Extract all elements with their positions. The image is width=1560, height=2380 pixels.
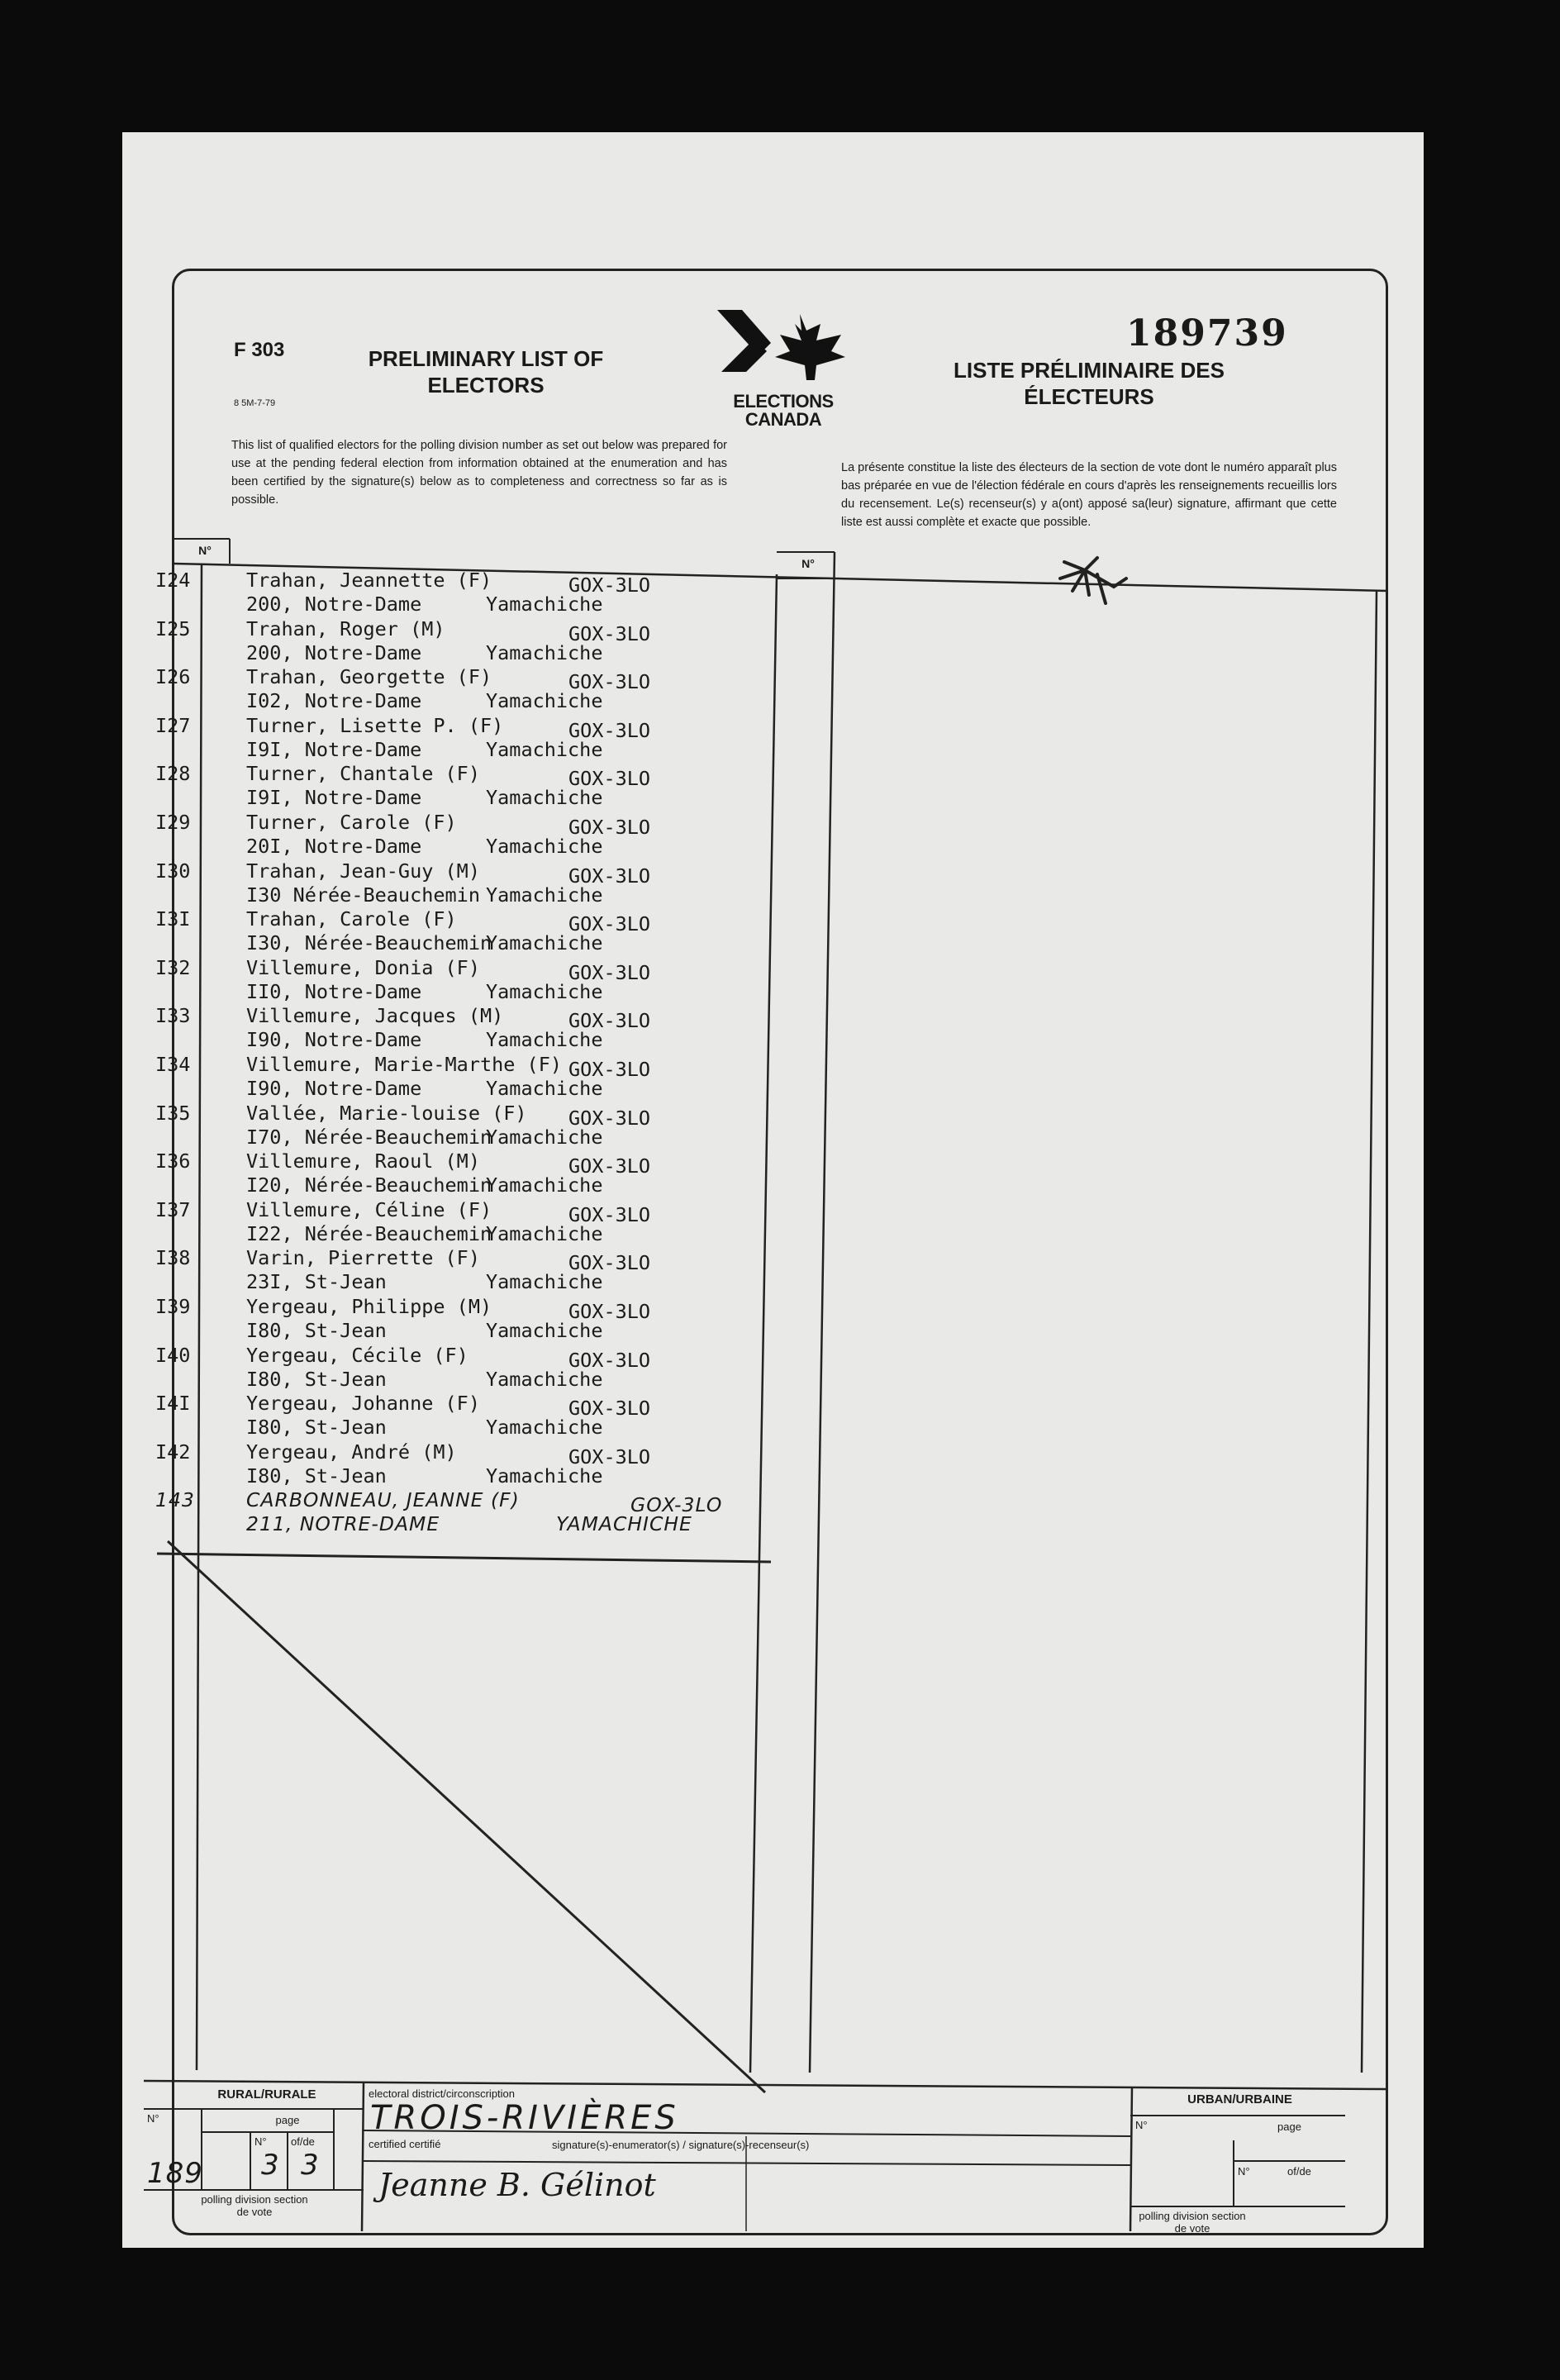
city: Yamachiche — [486, 689, 603, 713]
elector-name: Villemure, Raoul (M) — [246, 1150, 480, 1173]
entry-number: I37 — [155, 1197, 191, 1221]
title-french: LISTE PRÉLIMINAIRE DES ÉLECTEURS — [954, 358, 1225, 409]
form-code: F 303 — [234, 339, 285, 361]
urban-label: URBAN/URBAINE — [1187, 2092, 1292, 2106]
city: Yamachiche — [486, 834, 603, 858]
elector-entry — [155, 1102, 750, 1150]
elector-name: Trahan, Carole (F) — [246, 907, 457, 931]
postal-code: GOX-3LO — [630, 1493, 723, 1517]
street-address: 23I, St-Jean — [246, 1270, 387, 1294]
elector-name: CARBONNEAU, JEANNE (F) — [246, 1488, 520, 1512]
urban-page-no-label: N° — [1238, 2165, 1250, 2178]
rural-page-label: page — [275, 2114, 300, 2126]
city: Yamachiche — [486, 1221, 603, 1245]
page-of-number: 3 — [301, 2149, 319, 2182]
entry-number: I38 — [155, 1246, 191, 1270]
rural-label: RURAL/RURALE — [217, 2087, 316, 2102]
street-address: I80, St-Jean — [246, 1367, 387, 1391]
street-address: I80, St-Jean — [246, 1416, 387, 1440]
street-address: I80, St-Jean — [246, 1318, 387, 1342]
city: Yamachiche — [486, 1318, 603, 1342]
entry-number: I27 — [155, 713, 191, 737]
postal-code: GOX-3LO — [568, 718, 651, 742]
document-page — [122, 132, 1424, 2248]
print-code: 8 5M-7-79 — [234, 398, 276, 408]
elector-name: Turner, Carole (F) — [246, 810, 457, 834]
city: Yamachiche — [486, 1367, 603, 1391]
page-number: 3 — [261, 2149, 279, 2182]
rural-of-label: of/de — [291, 2135, 315, 2148]
no-column-header-right: N° — [801, 557, 815, 570]
postal-code: GOX-3LO — [568, 1057, 651, 1081]
intro-french: La présente constitue la liste des électeurs de la section de vote dont le numéro apparaît plus bas préparée en vue de l'élection fédérale en cours d'après les renseignements recueillis lors du recensement. Le(s) recenseur(s) y a(ont) apposé sa(leur) signature, affirmant que cette liste est aussi complète et exacte que possible. — [841, 461, 1337, 529]
polling-division-number: 189 — [147, 2157, 203, 2190]
elector-name: Trahan, Jean-Guy (M) — [246, 859, 480, 883]
postal-code: GOX-3LO — [568, 912, 651, 936]
elector-name: Trahan, Georgette (F) — [246, 665, 492, 689]
entry-number: I35 — [155, 1101, 191, 1125]
street-address: I90, Notre-Dame — [246, 1028, 422, 1052]
entry-number: I33 — [155, 1004, 191, 1028]
street-address: I20, Nérée-Beauchemin — [246, 1173, 492, 1197]
city: Yamachiche — [486, 786, 603, 810]
elector-name: Villemure, Marie-Marthe (F) — [246, 1052, 563, 1076]
enumerator-signature: Jeanne B. Gélinot — [378, 2167, 656, 2203]
district-name: TROIS-RIVIÈRES — [370, 2099, 679, 2137]
entry-number: I24 — [155, 569, 191, 592]
elector-name: Vallée, Marie-louise (F) — [246, 1101, 527, 1125]
elector-entry — [155, 617, 750, 666]
city: Yamachiche — [486, 1464, 603, 1488]
elector-entry — [155, 1295, 750, 1344]
city: YAMACHICHE — [556, 1512, 692, 1536]
postal-code: GOX-3LO — [568, 815, 651, 839]
intro-english: This list of qualified electors for the polling division number as set out below was prepared for use at the pending federal election from information obtained at the enumeration and has been certified by the signature(s) below as to completeness and correctness so far as is possible. — [231, 439, 727, 507]
ink-mark-icon — [1048, 545, 1147, 612]
elector-entry — [155, 569, 750, 617]
elector-entry — [155, 1004, 750, 1053]
entry-number: 143 — [155, 1488, 195, 1512]
entry-number: I25 — [155, 616, 191, 640]
elector-entry — [155, 1198, 750, 1247]
elector-entry — [155, 1392, 750, 1440]
elector-entry — [155, 907, 750, 956]
city: Yamachiche — [486, 1416, 603, 1440]
elector-list — [155, 569, 750, 1537]
elector-name: Trahan, Roger (M) — [246, 616, 445, 640]
street-address: I70, Nérée-Beauchemin — [246, 1125, 492, 1149]
street-address: 211, NOTRE-DAME — [246, 1512, 440, 1536]
street-address: I80, St-Jean — [246, 1464, 387, 1488]
elector-entry — [155, 859, 750, 908]
elector-name: Villemure, Donia (F) — [246, 955, 480, 979]
street-address: I30 Nérée-Beauchemin — [246, 883, 480, 907]
elector-name: Trahan, Jeannette (F) — [246, 569, 492, 592]
street-address: I90, Notre-Dame — [246, 1076, 422, 1100]
entry-number: I32 — [155, 955, 191, 979]
city: Yamachiche — [486, 1270, 603, 1294]
street-address: I02, Notre-Dame — [246, 689, 422, 713]
elector-entry-handwritten — [155, 1488, 750, 1537]
elector-entry — [155, 1246, 750, 1295]
elector-name: Villemure, Céline (F) — [246, 1197, 492, 1221]
signature-label: signature(s)-enumerator(s) / signature(s)-recenseur(s) — [552, 2139, 810, 2151]
polling-division-label: polling division section de vote — [201, 2193, 308, 2218]
no-column-header: N° — [198, 544, 212, 557]
street-address: I30, Nérée-Beauchemin — [246, 931, 492, 955]
postal-code: GOX-3LO — [568, 1106, 651, 1130]
elector-name: Turner, Chantale (F) — [246, 762, 480, 786]
postal-code: GOX-3LO — [568, 1202, 651, 1226]
street-address: II0, Notre-Dame — [246, 979, 422, 1003]
elector-name: Yergeau, Johanne (F) — [246, 1392, 480, 1416]
entry-number: I29 — [155, 810, 191, 834]
elector-entry — [155, 762, 750, 811]
entry-number: I26 — [155, 665, 191, 689]
serial-number: 189739 — [1126, 312, 1288, 355]
postal-code: GOX-3LO — [568, 960, 651, 984]
urban-of-label: of/de — [1287, 2165, 1311, 2178]
postal-code: GOX-3LO — [568, 1299, 651, 1323]
postal-code: GOX-3LO — [568, 864, 651, 888]
elector-entry — [155, 714, 750, 763]
entry-number: I34 — [155, 1052, 191, 1076]
urban-page-label: page — [1277, 2121, 1301, 2133]
street-address: 20I, Notre-Dame — [246, 834, 422, 858]
logo-text: ELECTIONS CANADA — [733, 391, 834, 430]
entry-number: I28 — [155, 762, 191, 786]
postal-code: GOX-3LO — [568, 574, 651, 597]
street-address: I22, Nérée-Beauchemin — [246, 1221, 492, 1245]
elector-entry — [155, 1053, 750, 1102]
entry-number: I36 — [155, 1150, 191, 1173]
postal-code: GOX-3LO — [568, 1251, 651, 1275]
postal-code: GOX-3LO — [568, 670, 651, 694]
elector-name: Yergeau, André (M) — [246, 1440, 457, 1464]
title-english: PRELIMINARY LIST OF ELECTORS — [368, 346, 604, 397]
street-address: I9I, Notre-Dame — [246, 737, 422, 761]
city: Yamachiche — [486, 979, 603, 1003]
entry-number: I3I — [155, 907, 191, 931]
certified-label: certified certifié — [369, 2138, 441, 2150]
district-label: electoral district/circonscription — [369, 2087, 516, 2100]
elector-entry — [155, 665, 750, 714]
elector-entry — [155, 1344, 750, 1392]
city: Yamachiche — [486, 1028, 603, 1052]
postal-code: GOX-3LO — [568, 1154, 651, 1178]
entry-number: I4I — [155, 1392, 191, 1416]
entry-number: I40 — [155, 1343, 191, 1367]
city: Yamachiche — [486, 1125, 603, 1149]
elector-entry — [155, 811, 750, 859]
postal-code: GOX-3LO — [568, 1445, 651, 1468]
city: Yamachiche — [486, 1076, 603, 1100]
street-address: I9I, Notre-Dame — [246, 786, 422, 810]
urban-polling-division-label: polling division section de vote — [1139, 2210, 1246, 2235]
elector-entry — [155, 1150, 750, 1198]
elector-name: Yergeau, Philippe (M) — [246, 1294, 492, 1318]
city: Yamachiche — [486, 883, 603, 907]
street-address: 200, Notre-Dame — [246, 593, 422, 616]
postal-code: GOX-3LO — [568, 1397, 651, 1421]
postal-code: GOX-3LO — [568, 1009, 651, 1033]
elector-entry — [155, 956, 750, 1005]
elector-entry — [155, 1440, 750, 1489]
city: Yamachiche — [486, 640, 603, 664]
city: Yamachiche — [486, 737, 603, 761]
elector-name: Turner, Lisette P. (F) — [246, 713, 504, 737]
elector-name: Varin, Pierrette (F) — [246, 1246, 480, 1270]
city: Yamachiche — [486, 1173, 603, 1197]
postal-code: GOX-3LO — [568, 767, 651, 791]
rural-page-no-label: N° — [254, 2135, 267, 2148]
entry-number: I39 — [155, 1294, 191, 1318]
city: Yamachiche — [486, 593, 603, 616]
postal-code: GOX-3LO — [568, 621, 651, 645]
postal-code: GOX-3LO — [568, 1348, 651, 1372]
elector-name: Villemure, Jacques (M) — [246, 1004, 504, 1028]
city: Yamachiche — [486, 931, 603, 955]
urban-no-label: N° — [1135, 2119, 1148, 2131]
entry-number: I42 — [155, 1440, 191, 1464]
rural-no-label: N° — [147, 2112, 159, 2125]
entry-number: I30 — [155, 859, 191, 883]
elector-name: Yergeau, Cécile (F) — [246, 1343, 468, 1367]
street-address: 200, Notre-Dame — [246, 640, 422, 664]
